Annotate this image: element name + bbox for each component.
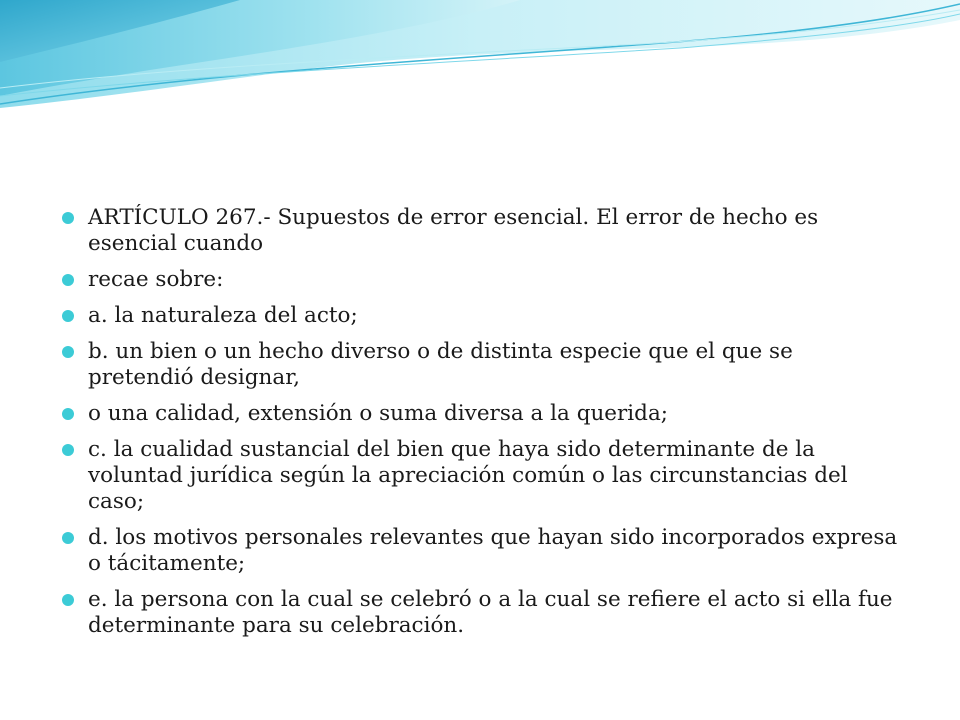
bullet-text: ARTÍCULO 267.- Supuestos de error esencial. El error de hecho es esencial cuando [88,205,819,256]
bullet-dot-icon [62,408,74,420]
bullet-dot-icon [62,274,74,286]
bullet-item [62,339,902,391]
header-wave-decoration [0,0,960,130]
bullet-item [62,205,902,257]
bullet-item [62,303,902,329]
bullet-dot-icon [62,346,74,358]
bullet-text: e. la persona con la cual se celebró o a la cual se refiere el acto si ella fue determinante para su celebración. [88,587,893,638]
bullet-text: a. la naturaleza del acto; [88,303,358,328]
bullet-dot-icon [62,594,74,606]
bullet-text: recae sobre: [88,267,224,292]
bullet-text: d. los motivos personales relevantes que hayan sido incorporados expresa o tácitamente; [88,525,898,576]
bullet-item [62,587,902,639]
bullet-dot-icon [62,444,74,456]
bullet-item [62,267,902,293]
bullet-item [62,401,902,427]
bullet-dot-icon [62,212,74,224]
bullet-text: o una calidad, extensión o suma diversa a la querida; [88,401,669,426]
bullet-text: c. la cualidad sustancial del bien que haya sido determinante de la voluntad jurídica según la apreciación común o las circunstancias del caso; [88,437,848,514]
bullet-text: b. un bien o un hecho diverso o de distinta especie que el que se pretendió designar, [88,339,793,390]
bullet-dot-icon [62,310,74,322]
bullet-dot-icon [62,532,74,544]
bullet-list [62,205,902,639]
bullet-item [62,437,902,515]
bullet-item [62,525,902,577]
bullet-list-container [62,205,902,649]
